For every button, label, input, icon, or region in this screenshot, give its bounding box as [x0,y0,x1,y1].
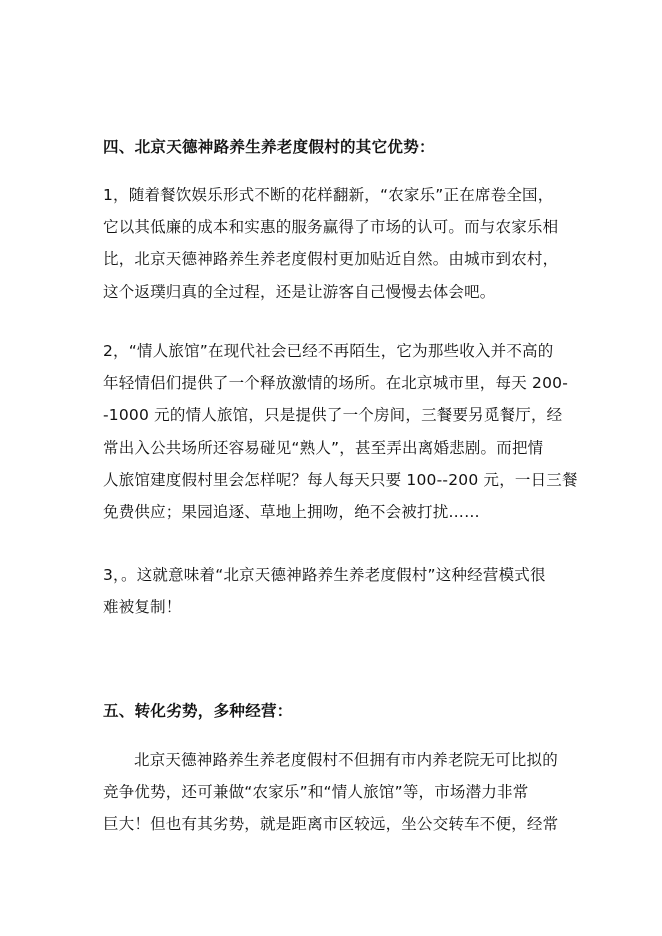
section-4-paragraph-1 [103,179,565,308]
paragraph-line: 2，“情人旅馆”在现代社会已经不再陌生，它为那些收入并不高的 [103,342,554,360]
section-4-heading: 四、北京天德神路养生养老度假村的其它优势： [103,138,435,156]
paragraph-line: 1，随着餐饮娱乐形式不断的花样翻新，“农家乐”正在席卷全国， [103,186,554,204]
paragraph-line: 常出入公共场所还容易碰见“熟人”，甚至弄出离婚悲剧。而把情 [103,438,544,457]
section-4-paragraph-3 [103,559,565,623]
paragraph-line: 巨大！但也有其劣势，就是距离市区较远，坐公交转车不便，经常 [103,815,559,834]
paragraph-line: 年轻情侣们提供了一个释放激情的场所。在北京城市里，每天 200- [103,374,569,393]
paragraph-line: 这个返璞归真的全过程，还是让游客自己慢慢去体会吧。 [103,282,496,301]
section-5-heading: 五、转化劣势，多种经营： [103,702,293,720]
paragraph-line: -1000 元的情人旅馆，只是提供了一个房间，三餐要另觅餐厅，经 [103,406,563,425]
paragraph-line: 北京天德神路养生养老度假村不但拥有市内养老院无可比拟的 [134,751,558,769]
section-5-paragraph-1 [103,744,565,841]
paragraph-line: 免费供应；果园追逐、草地上拥吻，绝不会被打扰…… [103,502,480,521]
paragraph-line: 竞争优势，还可兼做“农家乐”和“情人旅馆”等，市场潜力非常 [103,783,529,802]
paragraph-line: 人旅馆建度假村里会怎样呢？每人每天只要 100--200 元，一日三餐 [103,470,578,489]
paragraph-line: 它以其低廉的成本和实惠的服务赢得了市场的认可。而与农家乐相 [103,218,559,237]
paragraph-line: 难被复制！ [103,598,182,617]
paragraph-line: 比，北京天德神路养生养老度假村更加贴近自然。由城市到农村， [103,250,559,269]
paragraph-line: 3，。这就意味着“北京天德神路养生养老度假村”这种经营模式很 [103,566,546,584]
section-4-paragraph-2 [103,335,578,528]
